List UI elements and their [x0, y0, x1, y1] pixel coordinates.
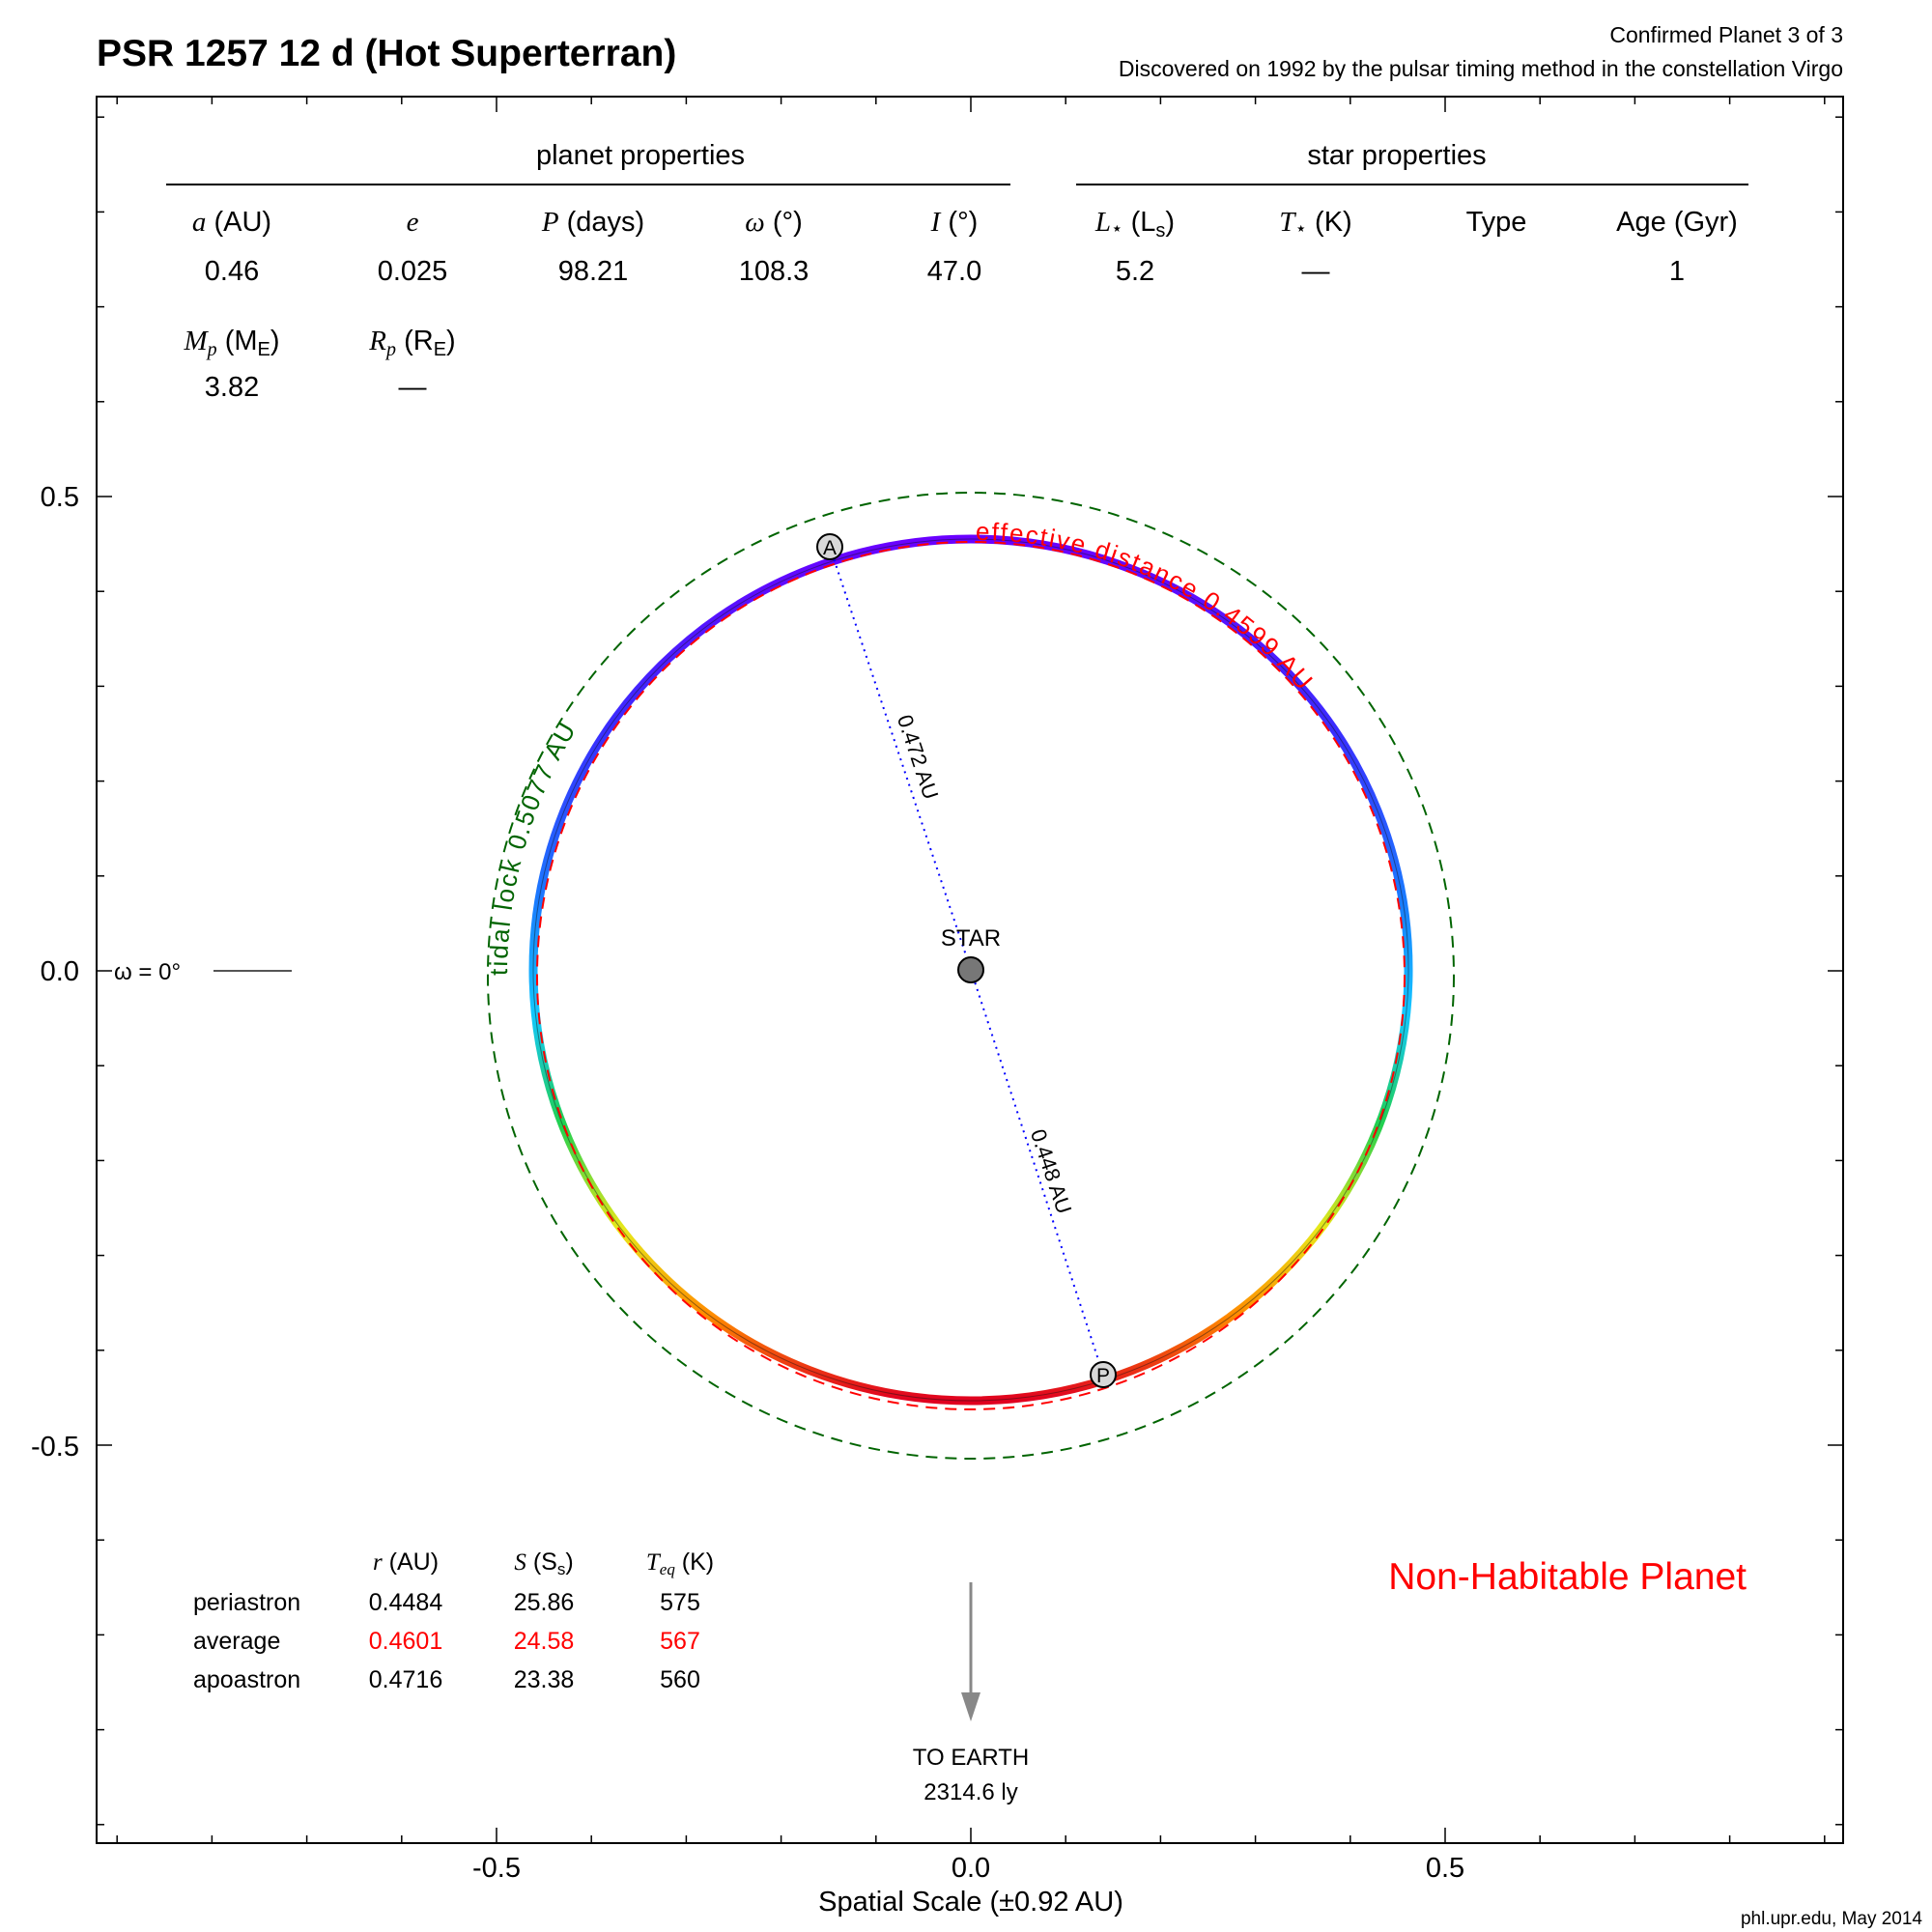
prop-e-header: e [406, 207, 419, 238]
habitability-status: Non-Habitable Planet [1388, 1556, 1747, 1598]
row-label: average [193, 1628, 281, 1655]
row-label: apoastron [193, 1666, 301, 1693]
table-header-teq: $T_{eq}$ (K) [645, 1548, 715, 1578]
prop-period-value: 98.21 [557, 256, 629, 287]
credit-footer: phl.upr.edu, May 2014 [1740, 1909, 1922, 1929]
row-t: 567 [660, 1628, 700, 1655]
table-row [193, 1628, 700, 1655]
apoastron-marker [817, 534, 842, 559]
row-r: 0.4601 [368, 1628, 443, 1655]
x-tick-label: 0.0 [951, 1853, 991, 1884]
y-tick-label: -0.5 [31, 1432, 79, 1463]
x-axis-title: Spatial Scale (±0.92 AU) [818, 1887, 1123, 1918]
y-tick-label: 0.5 [40, 482, 79, 513]
earth-distance-label: 2314.6 ly [923, 1779, 1018, 1805]
tidal-lock-label: tidal lock 0.5077 AU [483, 716, 582, 977]
star-temperature-header: T⋆ (K) [1279, 207, 1352, 240]
prop-omega-value: 108.3 [738, 256, 810, 287]
star-properties-panel [1076, 140, 1748, 287]
x-tick-label: 0.5 [1425, 1853, 1465, 1884]
orbit-diagram [484, 493, 1454, 1459]
periastron-distance-line [971, 970, 1103, 1375]
row-s: 24.58 [513, 1628, 575, 1655]
table-row [193, 1666, 700, 1693]
prop-radius-value: — [398, 372, 427, 403]
star-age-header: Age (Gyr) [1616, 207, 1738, 238]
apoastron-distance-line [830, 547, 971, 970]
row-s: 23.38 [513, 1666, 575, 1693]
y-axis-labels [31, 482, 79, 1463]
prop-a-value: 0.46 [204, 256, 260, 287]
distances-table [193, 1548, 714, 1693]
down-arrow-icon [961, 1692, 980, 1721]
periastron-marker-label: P [1095, 1365, 1111, 1387]
row-r: 0.4716 [368, 1666, 443, 1693]
row-r: 0.4484 [368, 1589, 443, 1616]
discovery-info: Discovered on 1992 by the pulsar timing method in the constellation Virgo [1118, 56, 1843, 81]
star-age-value: 1 [1668, 256, 1686, 287]
planet-properties-heading: planet properties [535, 140, 746, 171]
effective-distance-label: effective distance 0.4599 AU [975, 516, 1321, 697]
omega-reference-label: ω = 0° [114, 959, 182, 985]
to-earth-label: TO EARTH [912, 1745, 1030, 1771]
table-row [193, 1589, 700, 1616]
prop-omega-header: ω (°) [745, 207, 803, 238]
table-header-r: r (AU) [372, 1548, 440, 1576]
star-type-header: Type [1465, 207, 1527, 238]
row-t: 560 [660, 1666, 700, 1693]
row-t: 575 [660, 1589, 700, 1616]
x-axis-labels [472, 1853, 1464, 1884]
apoastron-distance-label: 0.472 AU [892, 711, 944, 803]
prop-a-header: a (AU) [191, 207, 272, 238]
row-label: periastron [193, 1589, 301, 1616]
prop-inclination-header: I (°) [930, 207, 979, 238]
y-tick-label: 0.0 [40, 956, 79, 987]
star-marker [958, 957, 983, 982]
periastron-marker [1091, 1362, 1116, 1387]
star-luminosity-value: 5.2 [1115, 256, 1155, 287]
prop-period-header: P (days) [541, 207, 645, 238]
x-tick-label: -0.5 [472, 1853, 521, 1884]
star-label: STAR [940, 925, 1002, 952]
prop-inclination-value: 47.0 [926, 256, 982, 287]
row-s: 25.86 [513, 1589, 575, 1616]
periastron-distance-label: 0.448 AU [1025, 1125, 1077, 1217]
star-temperature-value: — [1301, 256, 1330, 287]
prop-mass-header: $M_p$ $(M_E)$ [184, 326, 280, 360]
to-earth-indicator [913, 1582, 1029, 1805]
prop-radius-header: $R_p$ $(R_E)$ [369, 326, 456, 360]
prop-e-value: 0.025 [377, 256, 448, 287]
confirmed-planet-label: Confirmed Planet 3 of 3 [1609, 22, 1843, 47]
star-properties-heading: star properties [1307, 140, 1487, 171]
planet-title: PSR 1257 12 d (Hot Superterran) [97, 33, 677, 74]
table-header-s: S $(S_s)$ [514, 1548, 574, 1578]
apoastron-marker-label: A [822, 537, 838, 559]
prop-mass-value: 3.82 [204, 372, 260, 403]
planet-properties-panel [166, 140, 1010, 403]
star-luminosity-header: L⋆ $(L_s)$ [1094, 207, 1176, 242]
